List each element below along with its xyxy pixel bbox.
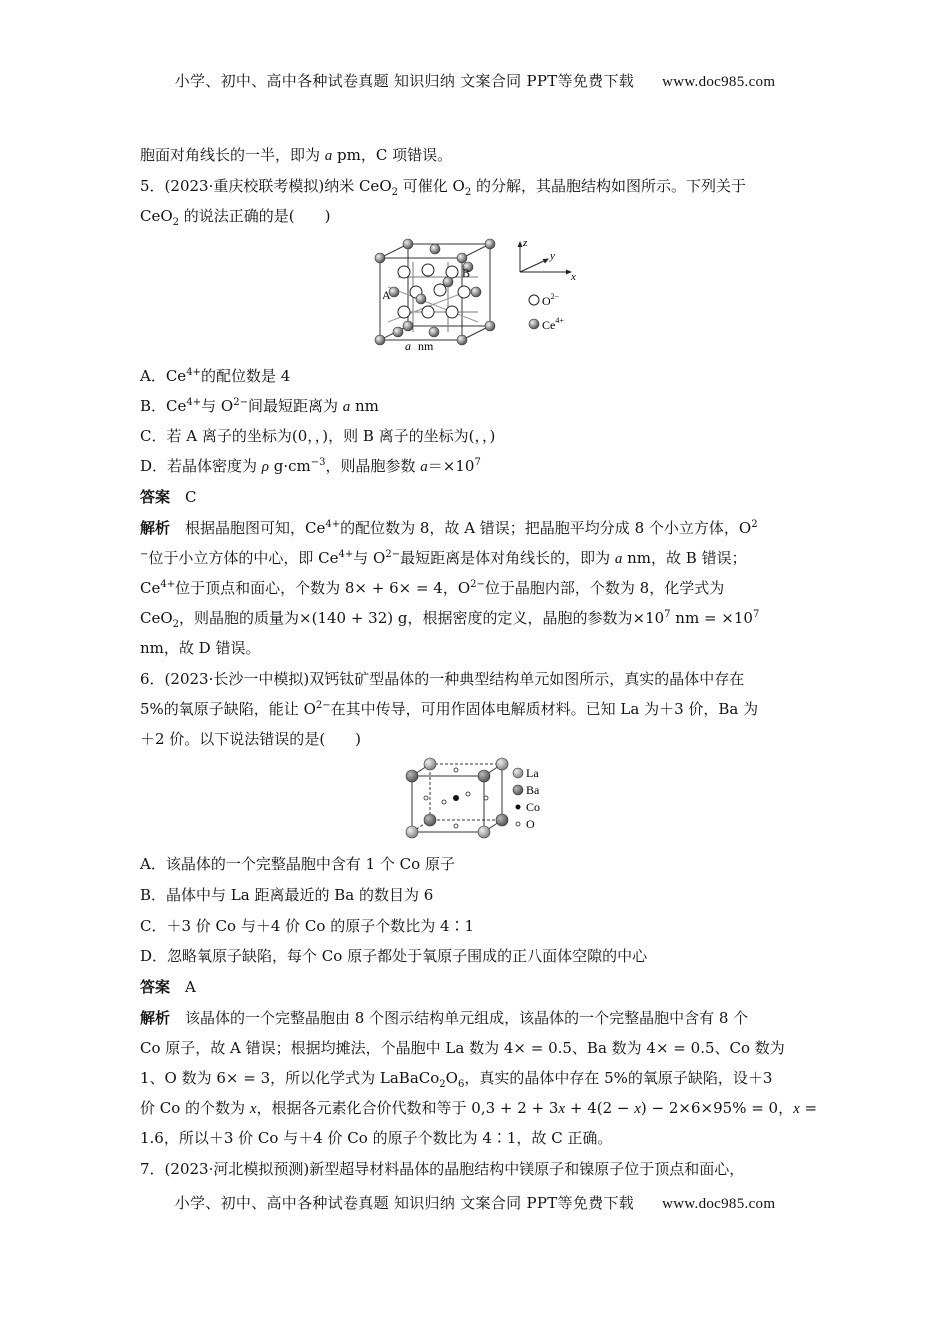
text-line: 解析 该晶体的一个完整晶胞由 8 个图示结构单元组成，该晶体的一个完整晶胞中含有 8 个 [140, 1009, 749, 1027]
axis-y-label: y [550, 250, 555, 262]
legend-co-marker [516, 805, 521, 810]
legend-o-label-2: O [526, 817, 535, 831]
text-line: −位于小立方体的中心，即 $Ce^{4+}$与 $O^{2-}$最短距离是体对角线长的，即为 a nm，故 B 错误； [140, 549, 747, 567]
legend-ba-marker [513, 785, 523, 795]
text-line: 答案 A [140, 978, 196, 996]
axis-x-label: x [571, 271, 576, 283]
text-line: A．该晶体的一个完整晶胞中含有 1 个 Co 原子 [140, 855, 455, 873]
edge-var: a [405, 339, 411, 352]
text-line: 5．(2023·重庆校联考模拟)纳米 CeO$_2$ 可催化 $O_2$ 的分解，其晶胞结构如图所示。下列关于 [140, 177, 746, 198]
legend-co-label: Co [526, 800, 541, 814]
text-line: 1、O 数为 6× = 3，所以化学式为 $LaBaCo_2O_6$，真实的晶体中存在 5%的氧原子缺陷，设＋3 [140, 1069, 773, 1090]
perovskite-unit-figure [402, 756, 552, 844]
text-line: 6．(2023·长沙一中模拟)双钙钛矿型晶体的一种典型结构单元如图所示，真实的晶体中存在 [140, 670, 745, 688]
legend-o-label: $O^{2-}$ [542, 292, 560, 308]
text-line: B．$Ce^{4+}$与 $O^{2-}$间最短距离为 a nm [140, 397, 379, 415]
text-line: 7．(2023·河北模拟预测)新型超导材料晶体的晶胞结构中镁原子和镍原子位于顶点和面心， [140, 1160, 745, 1178]
header-site[interactable]: www.doc985.com [662, 74, 776, 90]
page-footer [0, 1192, 950, 1213]
header-text: 小学、初中、高中各种试卷真题 知识归纳 文案合同 PPT等免费下载 [174, 72, 635, 90]
text-line: 答案 C [140, 488, 197, 506]
footer-site[interactable]: www.doc985.com [662, 1196, 776, 1212]
legend-ba-label: Ba [526, 783, 540, 797]
text-line: 1.6，所以＋3 价 Co 与＋4 价 Co 的原子个数比为 4∶1，故 C 正确。 [140, 1129, 613, 1147]
legend-la-label: La [526, 766, 539, 780]
text-line: 价 Co 的个数为 x，根据各元素化合价代数和等于 0,3 + 2 + 3x + 4(2 − x) − 2×6×95% = 0，x = [140, 1099, 818, 1117]
ceo2-unit-cell-figure [368, 232, 588, 352]
ion-label-b: B [462, 266, 471, 280]
text-line: $Ce^{4+}$位于顶点和面心，个数为 8× + 6× = 4，$O^{2-}$位于晶胞内部，个数为 8，化学式为 [140, 579, 725, 597]
legend-o-marker [529, 295, 539, 305]
text-line: 胞面对角线长的一半，即为 a pm，C 项错误。 [140, 146, 453, 164]
ion-label-a: A [382, 288, 391, 302]
edge-unit: nm [418, 339, 434, 352]
legend-la-marker [513, 768, 523, 778]
text-line: CeO$_2$ 的说法正确的是( ) [140, 207, 331, 228]
text-line: C．若 A 离子的坐标为(0，，)，则 B 离子的坐标为(，，) [140, 427, 496, 445]
legend-ce-label: $Ce^{4+}$ [542, 316, 564, 332]
text-line: D．若晶体密度为 ρ $g\cdot cm^{-3}$，则晶胞参数 $a=\times 10^7$ [140, 457, 481, 475]
text-line: 5%的氧原子缺陷，能让 $O^{2-}$在其中传导，可用作固体电解质材料。已知 La 为＋3 价，Ba 为 [140, 700, 759, 718]
text-line: C．＋3 价 Co 与＋4 价 Co 的原子个数比为 4∶1 [140, 917, 475, 935]
text-line: D．忽略氧原子缺陷，每个 Co 原子都处于氧原子围成的正八面体空隙的中心 [140, 947, 648, 965]
page-header [0, 70, 950, 91]
footer-text: 小学、初中、高中各种试卷真题 知识归纳 文案合同 PPT等免费下载 [174, 1194, 635, 1212]
text-line: 解析 根据晶胞图可知，$Ce^{4+}$的配位数为 8，故 A 错误；把晶胞平均分成 8 个小立方体，$O^2$ [140, 519, 758, 537]
text-line: A．$Ce^{4+}$的配位数是 4 [140, 367, 291, 385]
axis-z-label: z [523, 237, 528, 249]
text-line: ＋2 价。以下说法错误的是( ) [140, 730, 362, 748]
text-line: B．晶体中与 La 距离最近的 Ba 的数目为 6 [140, 886, 434, 904]
text-line: CeO$_2$，则晶胞的质量为×(140 + 32) g，根据密度的定义，晶胞的参数为$\times 10^7$ nm = $\times 10^7$ [140, 609, 760, 630]
text-line: nm，故 D 错误。 [140, 639, 261, 657]
legend-o-marker-2 [516, 822, 520, 826]
text-line: Co 原子，故 A 错误；根据均摊法，个晶胞中 La 数为 4× = 0.5、Ba 数为 4× = 0.5、Co 数为 [140, 1039, 785, 1057]
legend-ce-marker [529, 319, 539, 329]
